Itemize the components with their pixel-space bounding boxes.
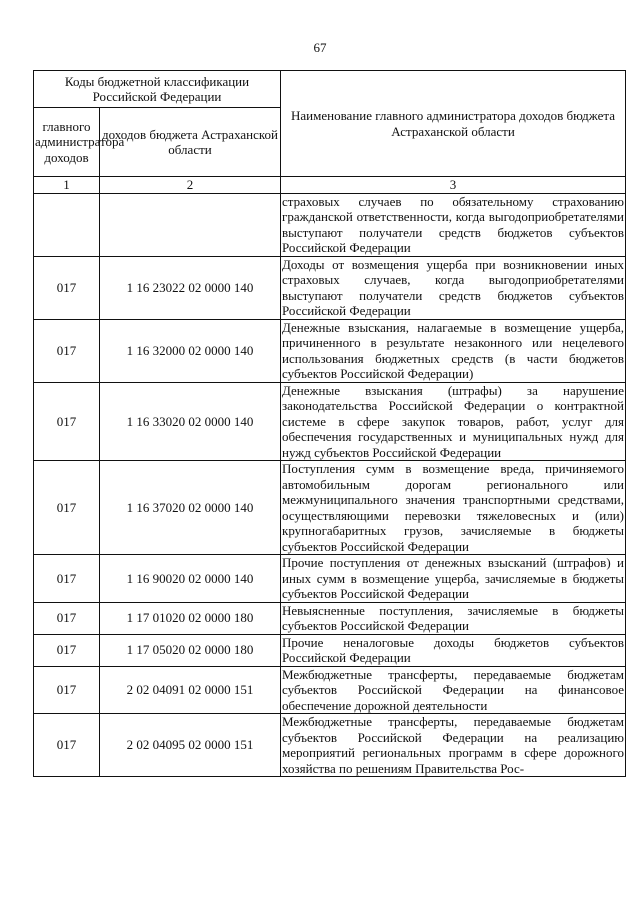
admin-code-cell: 017: [34, 319, 100, 382]
admin-code-cell: 017: [34, 256, 100, 319]
revenue-name-cell: Денежные взыскания (штрафы) за нарушение законодательства Российской Федерации о контрактной системе в сфере закупок товаров, работ, услуг для обеспечения государственных и муниципальных нужд для нужд субъектов Российской Федерации: [282, 382, 625, 460]
table-row: [34, 634, 626, 666]
revenue-name-cell: страховых случаев по обязательному страхованию гражданской ответственности, когда выгодоприобретателями выступают получатели средств бюджетов субъектов Российской Федерации: [282, 193, 625, 255]
header-administrator-name: Наименование главного администратора доходов бюджета Астраханской области: [281, 71, 626, 177]
revenue-code-cell: [100, 193, 281, 256]
revenue-code-cell: 1 17 05020 02 0000 180: [100, 634, 281, 666]
table-row: [34, 319, 626, 382]
table-row: [34, 461, 626, 555]
table-row: [34, 714, 626, 777]
revenue-name-cell: Невыясненные поступления, зачисляемые в бюджеты субъектов Российской Федерации: [282, 602, 625, 633]
header-row-1: [34, 71, 626, 108]
revenue-name-cell: Межбюджетные трансферты, передаваемые бюджетам субъектов Российской Федерации на финансовое обеспечение дорожной деятельности: [282, 666, 625, 713]
table-row: [34, 193, 626, 256]
revenue-name-cell: Прочие неналоговые доходы бюджетов субъектов Российской Федерации: [282, 634, 625, 665]
budget-classification-table: [33, 70, 626, 777]
admin-code-cell: 017: [34, 634, 100, 666]
revenue-code-cell: 1 16 33020 02 0000 140: [100, 382, 281, 461]
admin-code-cell: 017: [34, 461, 100, 555]
header-budget-revenue: доходов бюджета Астраханской области: [100, 108, 281, 177]
admin-code-cell: 017: [34, 714, 100, 777]
admin-code-cell: 017: [34, 602, 100, 634]
admin-code-cell: 017: [34, 666, 100, 714]
column-number-2: 2: [100, 177, 281, 194]
revenue-name-cell: Доходы от возмещения ущерба при возникновении иных страховых случаев, когда выгодоприобретателями выступают получатели средств бюджетов субъектов Российской Федерации: [282, 256, 625, 318]
revenue-name-cell: Прочие поступления от денежных взысканий (штрафов) и иных сумм в возмещение ущерба, зачисляемые в бюджеты субъектов Российской Федерации: [282, 555, 625, 601]
revenue-code-cell: 1 16 90020 02 0000 140: [100, 555, 281, 603]
admin-code-cell: 017: [34, 555, 100, 603]
table-row: [34, 666, 626, 714]
revenue-code-cell: 1 16 37020 02 0000 140: [100, 461, 281, 555]
table-row: [34, 602, 626, 634]
header-number-row: [34, 177, 626, 194]
table-row: [34, 256, 626, 319]
revenue-code-cell: 1 16 32000 02 0000 140: [100, 319, 281, 382]
table-row: [34, 382, 626, 461]
table-row: [34, 555, 626, 603]
header-classification-codes: Коды бюджетной классификации Российской Федерации: [34, 71, 281, 108]
revenue-code-cell: 2 02 04095 02 0000 151: [100, 714, 281, 777]
revenue-name-cell: Денежные взыскания, налагаемые в возмещение ущерба, причиненного в результате незаконного или нецелевого использования бюджетных средств (в части бюджетов субъектов Российской Федерации): [282, 319, 625, 381]
header-chief-administrator: главного администратора доходов: [34, 108, 100, 177]
revenue-name-cell: Поступления сумм в возмещение вреда, причиняемого автомобильным дорогам регионального или межмуниципального значения транспортными средствами, осуществляющими перевозки тяжеловесных и (или) крупногабаритных грузов, зачисляемые в бюджеты субъектов Российской Федерации: [282, 461, 625, 554]
admin-code-cell: [34, 193, 100, 256]
revenue-code-cell: 1 16 23022 02 0000 140: [100, 256, 281, 319]
revenue-code-cell: 1 17 01020 02 0000 180: [100, 602, 281, 634]
column-number-1: 1: [34, 177, 100, 194]
admin-code-cell: 017: [34, 382, 100, 461]
page-number: 67: [313, 40, 327, 55]
revenue-code-cell: 2 02 04091 02 0000 151: [100, 666, 281, 714]
revenue-name-cell: Межбюджетные трансферты, передаваемые бюджетам субъектов Российской Федерации на реализацию мероприятий региональных программ в сфере дорожного хозяйства по решениям Правительства Рос-: [282, 714, 625, 776]
column-number-3: 3: [281, 177, 626, 194]
